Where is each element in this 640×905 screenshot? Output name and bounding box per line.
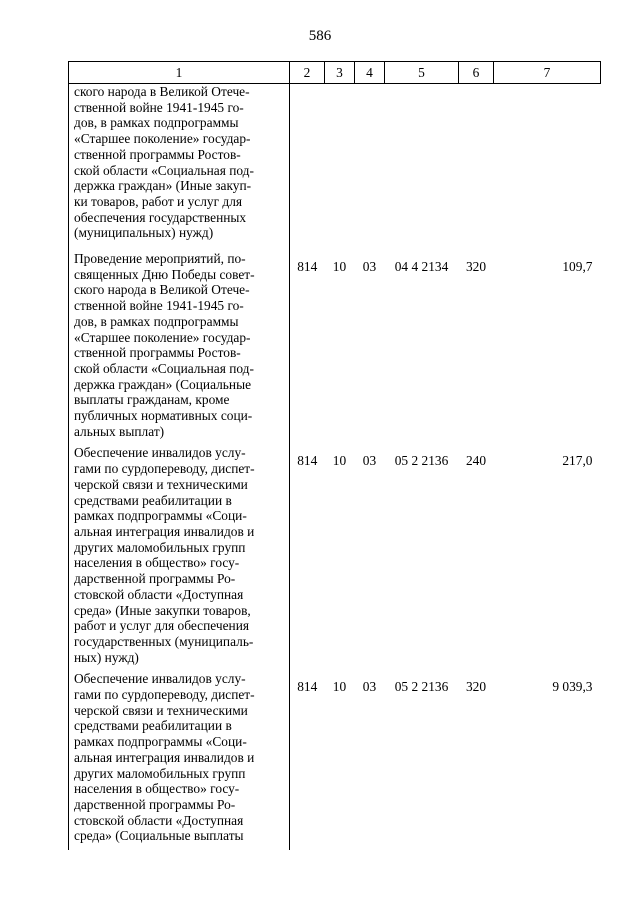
section-code: 10 (332, 259, 347, 275)
description-cell (69, 445, 290, 671)
expense-type-code: 320 (465, 259, 487, 275)
description-cell (69, 251, 290, 445)
row-description: Обеспечение инвалидов услу- гами по сурдопереводу, диспет- черской связи и техническими средствами реабилитации в рамках подпрограммы «Соци- альная интеграция инвалидов и других маломобильных групп населения в общество» госу- дарственной программы Ро- стовской области «Доступная среда» (Социальные выплаты (74, 671, 255, 844)
section-code: 10 (332, 453, 347, 469)
column-header-4: 4 (355, 62, 385, 84)
target-article-code: 05 2 2136 (394, 453, 449, 469)
subsection-code: 03 (362, 259, 377, 275)
target-article-code: 04 4 2134 (394, 259, 449, 275)
column-header-5: 5 (385, 62, 459, 84)
table-row (69, 84, 601, 252)
budget-table (68, 61, 601, 850)
amount: 9 039,3 (552, 679, 593, 695)
table-row (69, 251, 601, 445)
amount: 217,0 (562, 453, 593, 469)
amount (494, 84, 601, 252)
column-header-7: 7 (494, 62, 601, 84)
section-code (325, 84, 355, 252)
page-number: 586 (308, 28, 332, 44)
ministry-code: 814 (297, 259, 318, 275)
description-cell (69, 84, 290, 252)
table-row (69, 671, 601, 850)
header-row (69, 62, 601, 84)
amount: 109,7 (562, 259, 593, 275)
subsection-code: 03 (362, 453, 377, 469)
ministry-code: 814 (297, 679, 318, 695)
column-header-2: 2 (290, 62, 325, 84)
table-row (69, 445, 601, 671)
description-cell (69, 671, 290, 850)
row-description: ского народа в Великой Отече- ственной войне 1941-1945 го- дов, в рамках подпрограммы «Старшее поколение» государ- ственной программы Ростов- ской области «Социальная под- держка граждан» (Иные закуп- ки товаров, работ и услуг для обеспечения государственных (муниципальных) нужд) (74, 84, 254, 241)
section-code: 10 (332, 679, 347, 695)
expense-type-code (459, 84, 494, 252)
expense-type-code: 240 (465, 453, 487, 469)
column-header-3: 3 (325, 62, 355, 84)
subsection-code (355, 84, 385, 252)
column-header-1: 1 (69, 62, 290, 84)
row-description: Проведение мероприятий, по- священных Дню Победы совет- ского народа в Великой Отече- ственной войне 1941-1945 го- дов, в рамках подпрограммы «Старшее поколение» государ- ственной программы Ростов- ской области «Социальная под- держка граждан» (Социальные выплаты гражданам, кроме публичных нормативных соци- альных выплат) (74, 251, 255, 439)
column-header-6: 6 (459, 62, 494, 84)
row-description: Обеспечение инвалидов услу- гами по сурдопереводу, диспет- черской связи и техническими средствами реабилитации в рамках подпрограммы «Соци- альная интеграция инвалидов и других маломобильных групп населения в общество» госу- дарственной программы Ро- стовской области «Доступная среда» (Иные закупки товаров, работ и услуг для обеспечения государственных (муниципаль- ных) нужд) (74, 445, 255, 665)
expense-type-code: 320 (465, 679, 487, 695)
ministry-code: 814 (297, 453, 318, 469)
subsection-code: 03 (362, 679, 377, 695)
ministry-code (290, 84, 325, 252)
target-article-code: 05 2 2136 (394, 679, 449, 695)
target-article-code (385, 84, 459, 252)
